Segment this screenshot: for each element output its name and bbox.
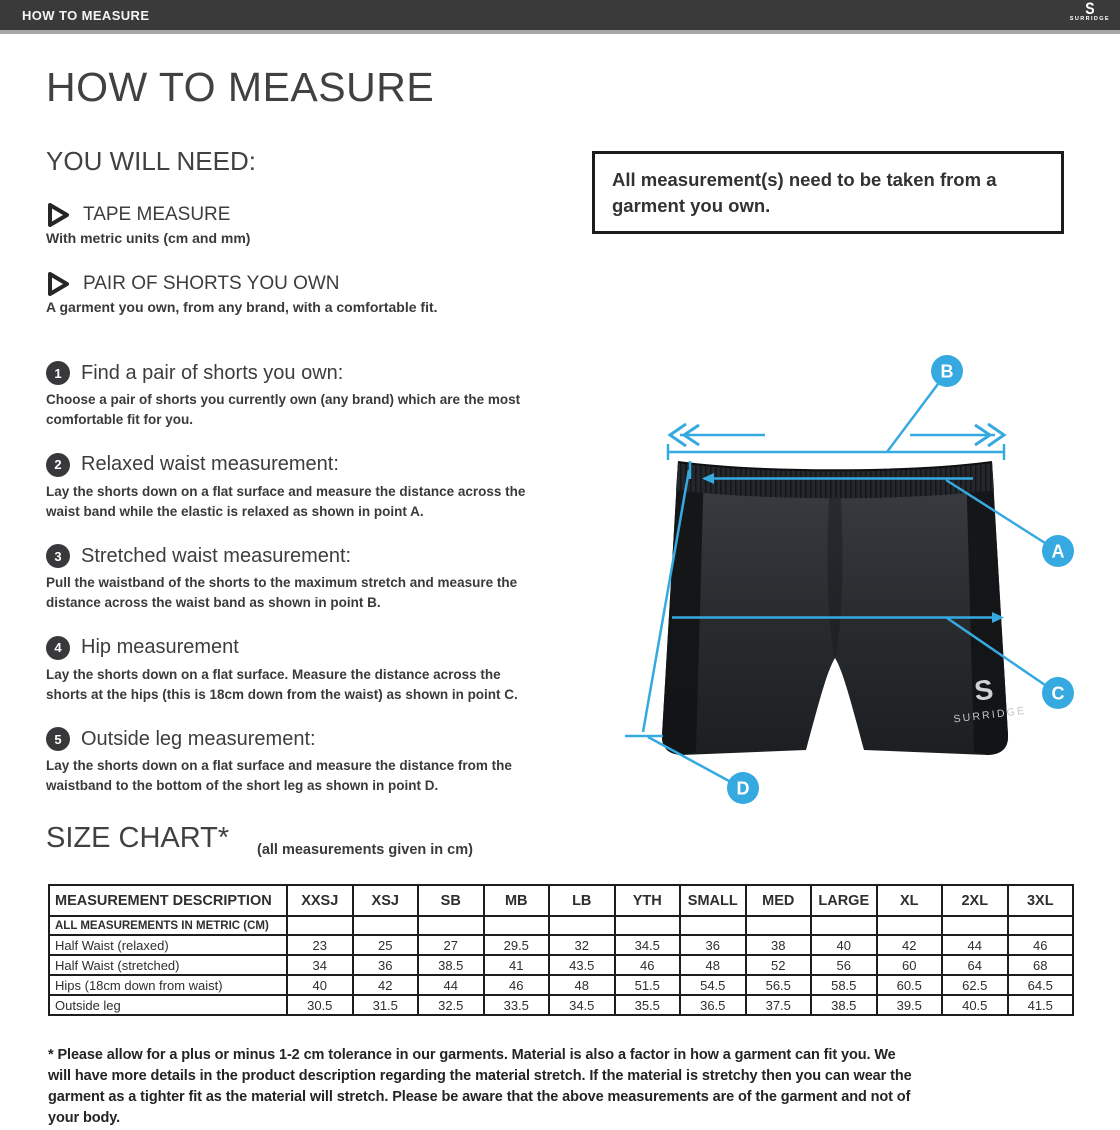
value-cell: 33.5 [484, 995, 550, 1015]
step-item [46, 361, 566, 431]
value-cell: 44 [418, 975, 484, 995]
value-cell: 60.5 [877, 975, 943, 995]
size-chart-body [49, 916, 1073, 1015]
column-header: XL [877, 885, 943, 916]
step-body: Choose a pair of shorts you currently own (any brand) which are the most comfortable fit for you. [46, 392, 521, 428]
marker-b-badge [931, 355, 963, 387]
value-cell: 38.5 [418, 955, 484, 975]
page-title: HOW TO MEASURE [46, 64, 435, 110]
value-cell: 68 [1008, 955, 1074, 975]
value-cell: 31.5 [353, 995, 419, 1015]
step-number-badge: 5 [46, 727, 70, 751]
value-cell: 64.5 [1008, 975, 1074, 995]
value-cell: 35.5 [615, 995, 681, 1015]
step-item [46, 727, 566, 797]
surridge-brand-name: SURRIDGE [1069, 16, 1110, 22]
value-cell: 46 [1008, 935, 1074, 955]
size-chart-subheading: (all measurements given in cm) [257, 842, 473, 858]
value-cell: 25 [353, 935, 419, 955]
marker-c-badge [1042, 677, 1074, 709]
step-number-badge: 1 [46, 361, 70, 385]
value-cell: 40.5 [942, 995, 1008, 1015]
empty-cell [418, 916, 484, 935]
step-title: Hip measurement [81, 636, 239, 658]
value-cell: 54.5 [680, 975, 746, 995]
step-body: Lay the shorts down on a flat surface and measure the distance across the waist band while the elastic is relaxed as shown in point A. [46, 483, 526, 519]
value-cell: 41.5 [1008, 995, 1074, 1015]
value-cell: 27 [418, 935, 484, 955]
row-label: Hips (18cm down from waist) [49, 975, 287, 995]
svg-text:C: C [1051, 683, 1065, 704]
step-number-badge: 4 [46, 636, 70, 660]
column-header: LARGE [811, 885, 877, 916]
step-item [46, 544, 566, 614]
table-row [49, 916, 1073, 935]
column-header: 2XL [942, 885, 1008, 916]
value-cell: 60 [877, 955, 943, 975]
value-cell: 30.5 [287, 995, 353, 1015]
column-header: MEASUREMENT DESCRIPTION [49, 885, 287, 916]
svg-text:SURRIDGE: SURRIDGE [952, 704, 1027, 726]
value-cell: 43.5 [549, 955, 615, 975]
empty-cell [680, 916, 746, 935]
need-item [46, 272, 566, 315]
value-cell: 56.5 [746, 975, 812, 995]
value-cell: 58.5 [811, 975, 877, 995]
play-triangle-icon [46, 203, 71, 227]
value-cell: 38 [746, 935, 812, 955]
need-item-label: TAPE MEASURE [83, 204, 231, 225]
step-number-badge: 2 [46, 453, 70, 477]
column-header: SB [418, 885, 484, 916]
column-header: MB [484, 885, 550, 916]
value-cell: 36 [353, 955, 419, 975]
empty-cell [353, 916, 419, 935]
step-body: Pull the waistband of the shorts to the maximum stretch and measure the distance across the waist band as shown in point B. [46, 575, 518, 611]
value-cell: 36.5 [680, 995, 746, 1015]
table-row [49, 995, 1073, 1015]
value-cell: 56 [811, 955, 877, 975]
surridge-monogram-icon: S [1085, 0, 1095, 18]
need-item [46, 203, 566, 246]
step-title: Outside leg measurement: [81, 727, 316, 750]
footnote: * Please allow for a plus or minus 1-2 cm tolerance in our garments. Material is also a factor in how a garment can fit you. We will have more details in the product description regarding the material stretch. If the material is stretchy then you can wear the garment as a tighter fit as the material will stretch. Please be aware that the above measurements are of the garment and not of your body. [48, 1046, 912, 1127]
need-item-note: With metric units (cm and mm) [46, 230, 251, 246]
column-header: XSJ [353, 885, 419, 916]
row-label: Half Waist (relaxed) [49, 935, 287, 955]
row-label: Outside leg [49, 995, 287, 1015]
value-cell: 40 [811, 935, 877, 955]
size-chart-header [49, 885, 1073, 916]
svg-text:A: A [1051, 541, 1065, 562]
value-cell: 29.5 [484, 935, 550, 955]
step-body: Lay the shorts down on a flat surface. Measure the distance across the shorts at the hips (this is 18cm down from the waist) as shown in point C. [46, 666, 518, 702]
value-cell: 42 [877, 935, 943, 955]
you-will-need-heading: YOU WILL NEED: [46, 146, 256, 176]
step-title: Relaxed waist measurement: [81, 453, 339, 475]
column-header: SMALL [680, 885, 746, 916]
value-cell: 32.5 [418, 995, 484, 1015]
empty-cell [549, 916, 615, 935]
row-label: Half Waist (stretched) [49, 955, 287, 975]
value-cell: 62.5 [942, 975, 1008, 995]
svg-text:S: S [972, 673, 995, 707]
value-cell: 39.5 [877, 995, 943, 1015]
value-cell: 34.5 [549, 995, 615, 1015]
value-cell: 32 [549, 935, 615, 955]
topbar-title: HOW TO MEASURE [22, 7, 150, 23]
column-header: YTH [615, 885, 681, 916]
top-bar [0, 0, 1120, 34]
empty-cell [615, 916, 681, 935]
steps-list [46, 361, 566, 819]
play-triangle-icon [46, 272, 71, 296]
value-cell: 64 [942, 955, 1008, 975]
step-body: Lay the shorts down on a flat surface and measure the distance from the waistband to the bottom of the short leg as shown in point D. [46, 758, 512, 794]
step-item [46, 453, 566, 523]
need-list [46, 203, 566, 341]
empty-cell [484, 916, 550, 935]
value-cell: 44 [942, 935, 1008, 955]
need-item-note: A garment you own, from any brand, with a comfortable fit. [46, 299, 438, 315]
value-cell: 37.5 [746, 995, 812, 1015]
need-item-label: PAIR OF SHORTS YOU OWN [83, 273, 340, 294]
shorts-illustration [662, 462, 1027, 755]
value-cell: 41 [484, 955, 550, 975]
value-cell: 48 [680, 955, 746, 975]
value-cell: 46 [484, 975, 550, 995]
step-item [46, 636, 566, 706]
value-cell: 51.5 [615, 975, 681, 995]
value-cell: 46 [615, 955, 681, 975]
value-cell: 34 [287, 955, 353, 975]
shorts-diagram [600, 340, 1120, 820]
svg-text:B: B [940, 361, 954, 382]
empty-cell [942, 916, 1008, 935]
empty-cell [811, 916, 877, 935]
svg-text:D: D [736, 778, 750, 799]
value-cell: 36 [680, 935, 746, 955]
column-header: MED [746, 885, 812, 916]
marker-d-badge [727, 772, 759, 804]
step-title: Stretched waist measurement: [81, 544, 352, 567]
column-header: 3XL [1008, 885, 1074, 916]
callout-box: All measurement(s) need to be taken from a garment you own. [592, 151, 1064, 234]
column-header: LB [549, 885, 615, 916]
surridge-logo [1070, 1, 1110, 23]
table-row [49, 955, 1073, 975]
step-number-badge: 3 [46, 544, 70, 568]
column-header: XXSJ [287, 885, 353, 916]
step-title: Find a pair of shorts you own: [81, 361, 344, 384]
table-row [49, 975, 1073, 995]
value-cell: 48 [549, 975, 615, 995]
value-cell: 34.5 [615, 935, 681, 955]
empty-cell [1008, 916, 1074, 935]
empty-cell [877, 916, 943, 935]
marker-a-badge [1042, 535, 1074, 567]
size-chart-heading: SIZE CHART* [46, 822, 230, 854]
value-cell: 38.5 [811, 995, 877, 1015]
empty-cell [287, 916, 353, 935]
value-cell: 52 [746, 955, 812, 975]
value-cell: 23 [287, 935, 353, 955]
table-row [49, 935, 1073, 955]
metric-row-label: ALL MEASUREMENTS IN METRIC (CM) [49, 916, 287, 935]
value-cell: 42 [353, 975, 419, 995]
size-chart-table [48, 884, 1074, 1016]
value-cell: 40 [287, 975, 353, 995]
empty-cell [746, 916, 812, 935]
